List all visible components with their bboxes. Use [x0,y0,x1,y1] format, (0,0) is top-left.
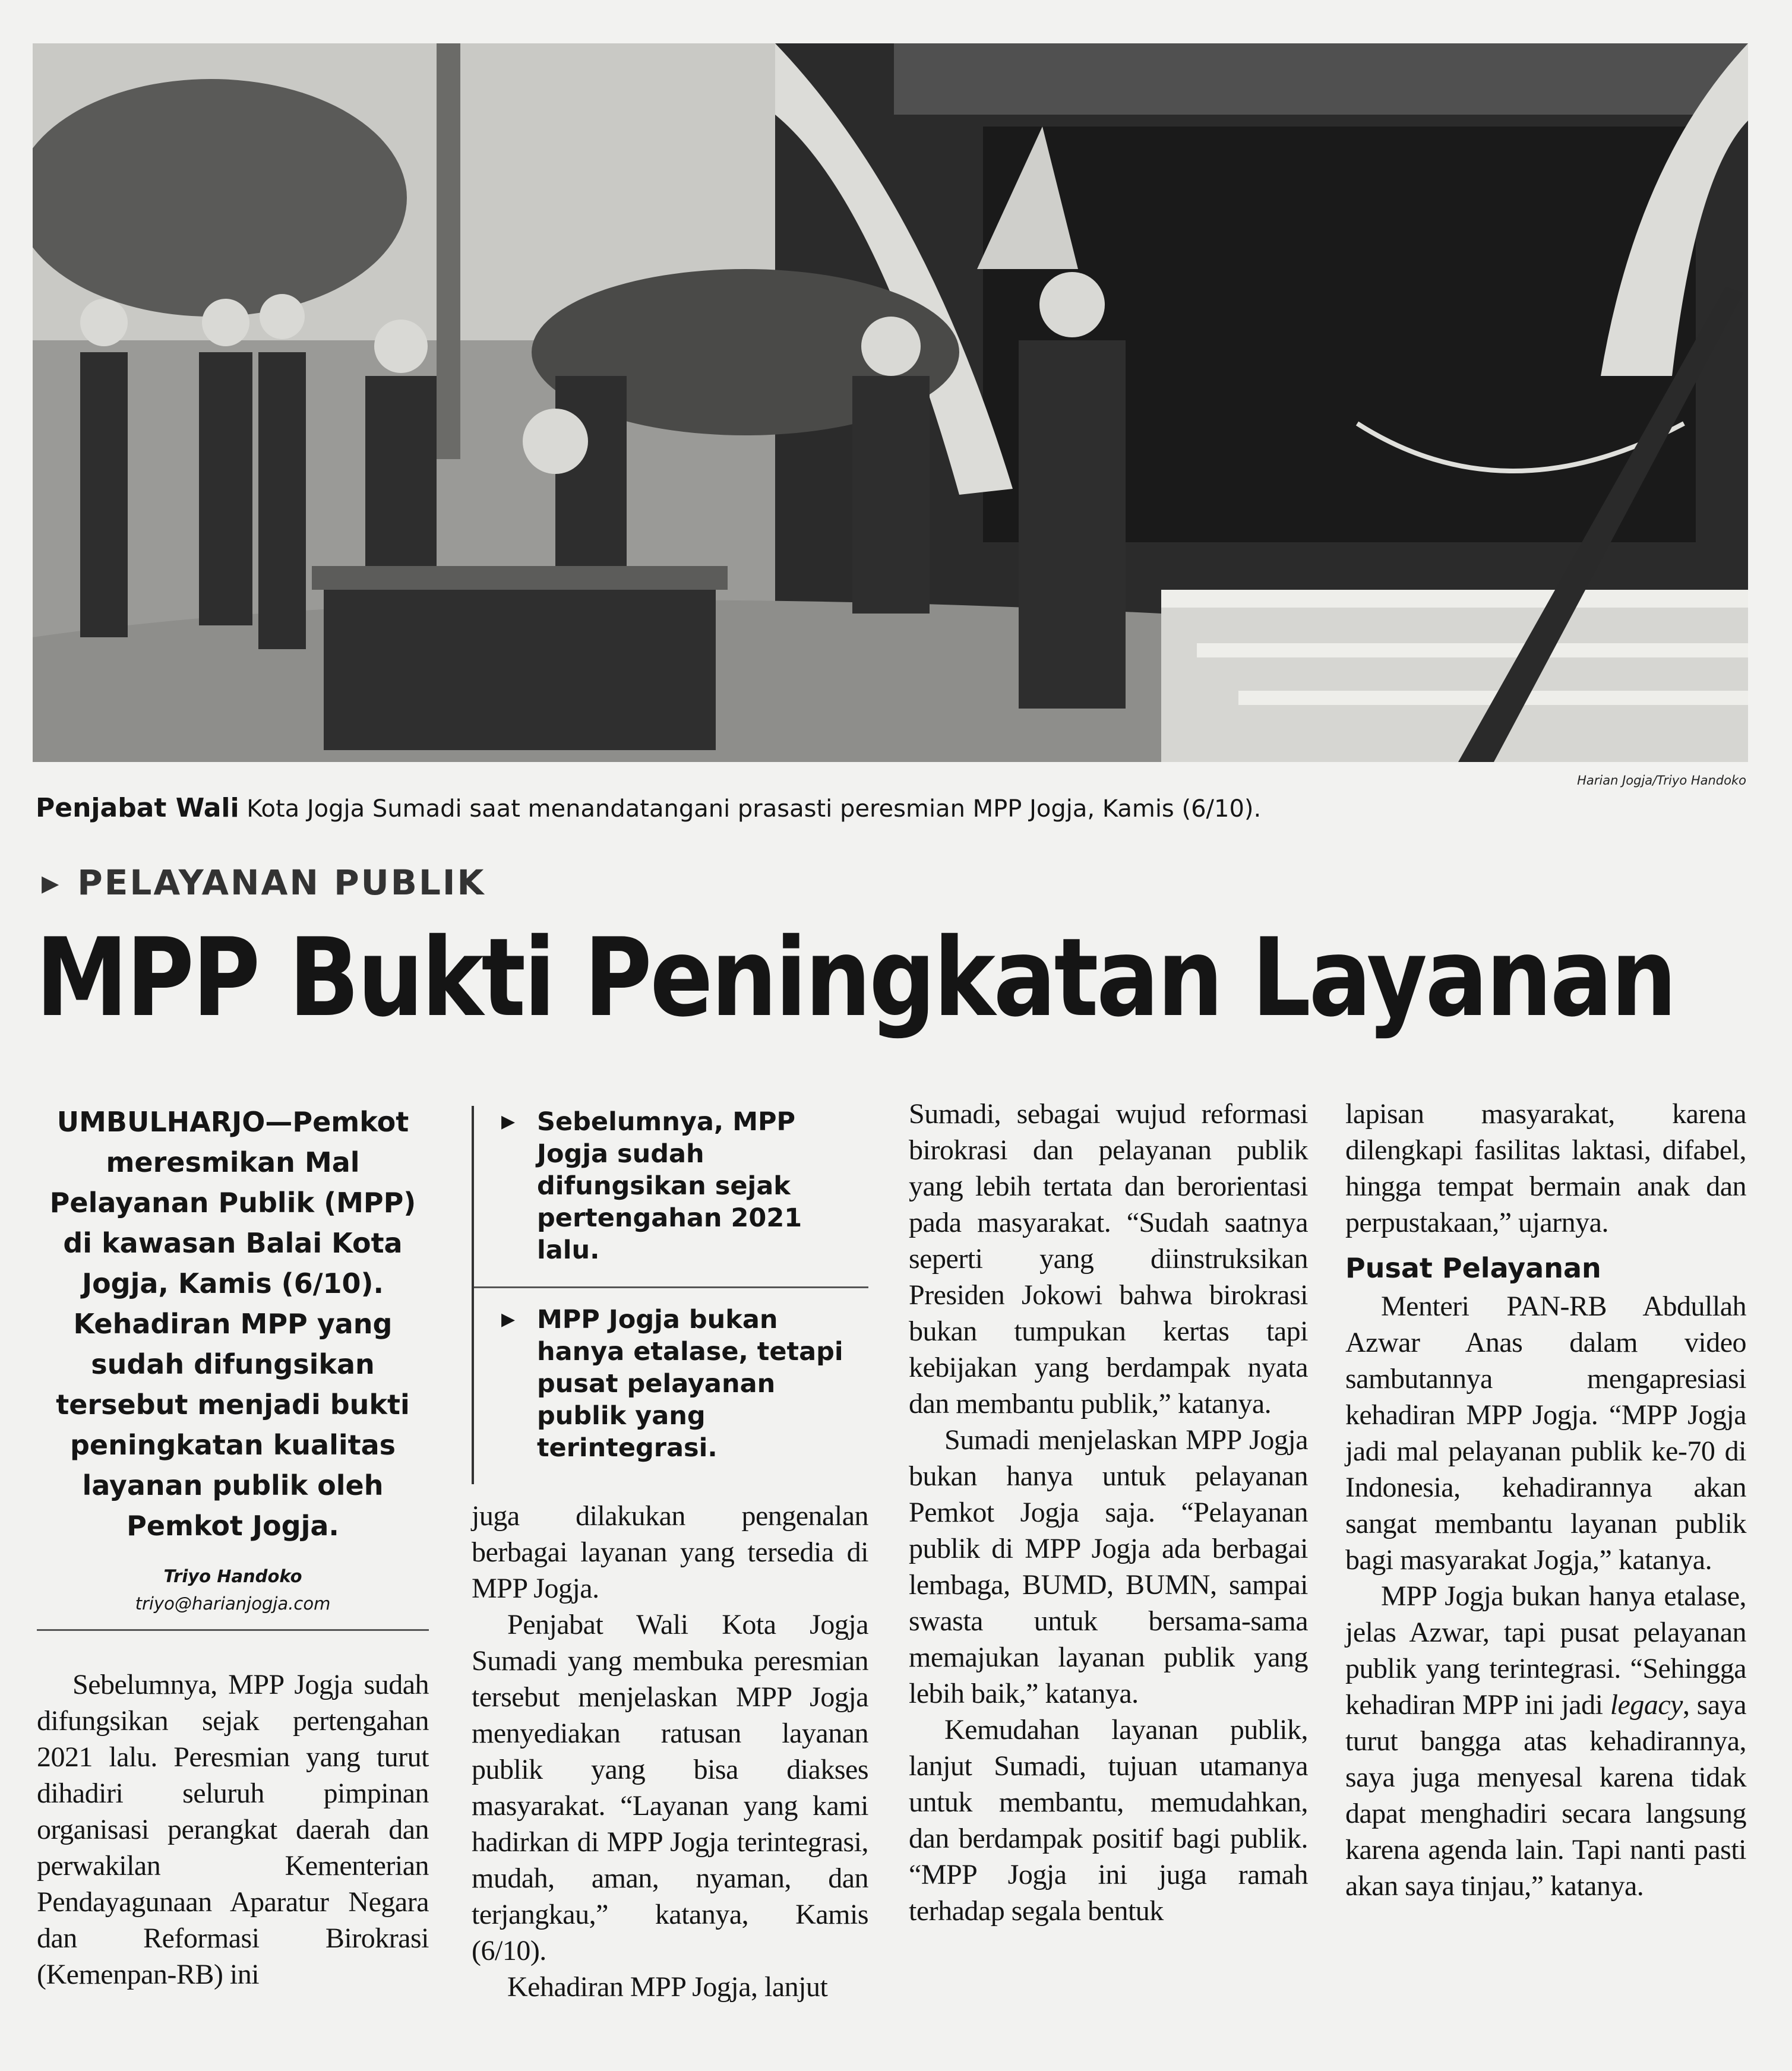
body-paragraph-1: Sebelumnya, MPP Jogja sudah difungsikan sejak pertengahan 2021 lalu. Peresmian yang turut dihadiri seluruh pimpinan organisasi perangkat daerah dan perwakilan Kementerian Pendayagunaan Aparatur Negara dan Reformasi Birokrasi (Kemenpan-RB) ini [37,1669,429,1990]
body-paragraph-7-end: , saya turut bangga atas kehadirannya, saya juga menyesal karena tidak dapat menghadiri secara langsung karena agenda lain. Tapi nanti pasti akan saya tinjau,” katanya. [1345,1689,1747,1902]
column-2 [472,1498,868,2005]
body-paragraph-6: Menteri PAN-RB Abdullah Azwar Anas dalam video sambutannya mengapresiasi kehadiran MPP Jogja. “MPP Jogja jadi mal pelayanan publik ke-70 di Indonesia, kehadirannya akan sangat membantu layanan publik bagi masyarakat Jogja,” katanya. [1345,1291,1746,1576]
body-paragraph-3-continued: Sumadi, sebagai wujud reformasi birokrasi dan pelayanan publik yang lebih tertata dan berorientasi pada masyarakat. “Sudah saatnya seperti yang diinstruksikan Presiden Jokowi bahwa birokrasi bukan tumpukan kertas tapi kebijakan yang berdampak nyata dan membantu publik,” katanya. [909,1098,1308,1419]
highlight-text: MPP Jogja bukan hanya etalase, tetapi pusat pelayanan publik yang terintegrasi. [537,1305,843,1463]
column-3 [909,1096,1308,1929]
photo-illustration [33,43,1748,762]
news-photo [33,43,1748,762]
body-paragraph-5: Kemudahan layanan publik, lanjut Sumadi, tujuan utamanya untuk membantu, memudahkan, dan berdampak positif bagi publik. “MPP Jogja ini juga ramah terhadap segala bentuk [909,1714,1308,1927]
lede-paragraph: UMBULHARJO—Pemkot meresmikan Mal Pelayanan Publik (MPP) di kawasan Balai Kota Jogja, Kamis (6/10). Kehadiran MPP yang sudah difungsikan tersebut menjadi bukti peningkatan kualitas layanan publik oleh Pemkot Jogja. [49,1106,416,1542]
triangle-bullet-icon: ▶ [501,1111,516,1132]
highlight-text: Sebelumnya, MPP Jogja sudah difungsikan sejak pertengahan 2021 lalu. [537,1107,802,1265]
byline-name: Triyo Handoko [163,1566,302,1586]
photo-credit: Harian Jogja/Triyo Handoko [1577,773,1746,788]
caption-lead: Penjabat Wali [36,793,239,823]
body-paragraph-2: Penjabat Wali Kota Jogja Sumadi yang membuka peresmian tersebut menjelaskan MPP Jogja menyediakan ratusan layanan publik yang bisa diakses masyarakat. “Layanan yang kami hadirkan di MPP Jogja terintegrasi, mudah, aman, nyaman, dan terjangkau,” katanya, Kamis (6/10). [472,1609,868,1966]
column-4 [1345,1096,1746,1904]
column-1 [37,1102,429,1993]
body-paragraph-4: Sumadi menjelaskan MPP Jogja bukan hanya untuk pelayanan Pemkot Jogja saja. “Pelayanan publik di MPP Jogja ada berbagai lembaga, BUMD, BUMN, sampai swasta untuk bersama-sama memajukan layanan publik yang lebih baik,” katanya. [909,1424,1308,1709]
rubric-label: PELAYANAN PUBLIK [77,862,486,903]
highlights-box [472,1106,868,1484]
section-rubric [42,862,485,903]
body-paragraph-7-start: MPP Jogja bukan hanya etalase, jelas Azwar, tapi pusat pelayanan publik yang terintegrasi. “Sehingga kehadiran MPP ini jadi [1345,1580,1746,1721]
byline-divider [37,1629,429,1631]
photo-caption [36,793,1746,823]
body-paragraph-1-continued: juga dilakukan pengenalan berbagai layanan yang tersedia di MPP Jogja. [472,1500,868,1604]
highlight-item [501,1304,868,1484]
triangle-bullet-icon: ▶ [501,1309,516,1330]
byline [37,1563,429,1617]
triangle-bullet-icon: ▶ [42,870,61,896]
italic-term: legacy [1610,1689,1683,1721]
headline: MPP Bukti Peningkatan Layanan [36,915,1675,1041]
byline-email: triyo@harianjogja.com [135,1593,331,1614]
body-paragraph-5-continued: lapisan masyarakat, karena dilengkapi fasilitas laktasi, difabel, hingga tempat bermain anak dan perpustakaan,” ujarnya. [1345,1098,1746,1238]
body-paragraph-7 [1345,1578,1746,1904]
body-paragraph-3: Kehadiran MPP Jogja, lanjut [507,1971,828,2003]
highlight-item [501,1106,868,1286]
subheading: Pusat Pelayanan [1345,1252,1601,1284]
highlight-divider [474,1286,868,1288]
caption-text: Kota Jogja Sumadi saat menandatangani prasasti peresmian MPP Jogja, Kamis (6/10). [246,795,1262,823]
